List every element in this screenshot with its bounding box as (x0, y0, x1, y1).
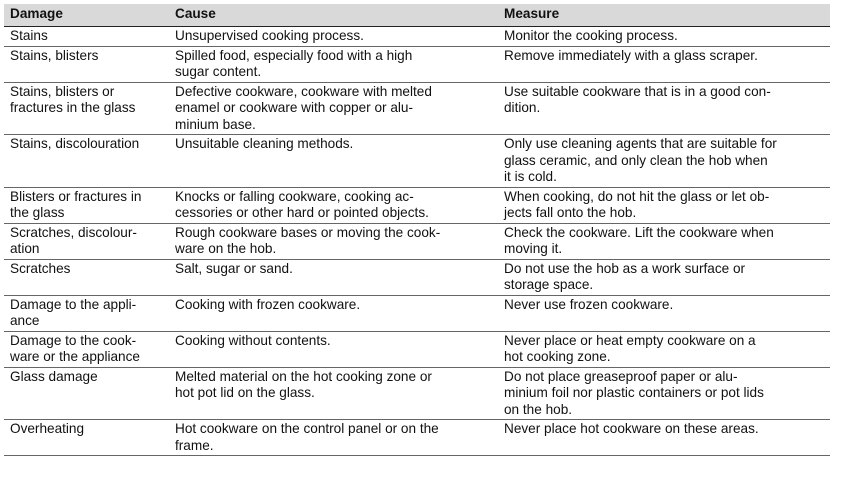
table-row (4, 295, 830, 331)
measure-cell: Do not use the hob as a work surface or storage space. (498, 259, 830, 295)
cause-cell: Cooking with frozen cookware. (169, 295, 498, 331)
measure-cell: Monitor the cooking process. (498, 27, 830, 47)
damage-cell: Damage to the cook- ware or the appliance (4, 331, 169, 367)
measure-cell: Never use frozen cookware. (498, 295, 830, 331)
measure-cell: Never place hot cookware on these areas. (498, 420, 830, 456)
table-row (4, 223, 830, 259)
table-row (4, 187, 830, 223)
damage-cell: Stains (4, 27, 169, 47)
cause-cell: Defective cookware, cookware with melted enamel or cookware with copper or alu- minium base. (169, 82, 498, 135)
header-cause: Cause (169, 4, 498, 27)
table-row (4, 46, 830, 82)
table-row (4, 259, 830, 295)
measure-cell: Never place or heat empty cookware on a hot cooking zone. (498, 331, 830, 367)
damage-cell: Stains, discolouration (4, 135, 169, 188)
damage-cell: Stains, blisters or fractures in the glass (4, 82, 169, 135)
damage-cell: Overheating (4, 420, 169, 456)
damage-cell: Scratches (4, 259, 169, 295)
measure-cell: When cooking, do not hit the glass or let ob- jects fall onto the hob. (498, 187, 830, 223)
cause-cell: Knocks or falling cookware, cooking ac- cessories or other hard or pointed objects. (169, 187, 498, 223)
measure-cell: Use suitable cookware that is in a good con- dition. (498, 82, 830, 135)
damage-cell: Damage to the appli- ance (4, 295, 169, 331)
table-header-row (4, 4, 830, 27)
damage-table (4, 4, 830, 456)
cause-cell: Salt, sugar or sand. (169, 259, 498, 295)
measure-cell: Only use cleaning agents that are suitable for glass ceramic, and only clean the hob when it is cold. (498, 135, 830, 188)
header-measure: Measure (498, 4, 830, 27)
header-damage: Damage (4, 4, 169, 27)
cause-cell: Hot cookware on the control panel or on the frame. (169, 420, 498, 456)
table-row (4, 82, 830, 135)
measure-cell: Remove immediately with a glass scraper. (498, 46, 830, 82)
damage-cell: Blisters or fractures in the glass (4, 187, 169, 223)
table-row (4, 331, 830, 367)
damage-cell: Glass damage (4, 367, 169, 420)
table-row (4, 367, 830, 420)
cause-cell: Spilled food, especially food with a high sugar content. (169, 46, 498, 82)
cause-cell: Melted material on the hot cooking zone or hot pot lid on the glass. (169, 367, 498, 420)
table-row (4, 135, 830, 188)
measure-cell: Do not place greaseproof paper or alu- minium foil nor plastic containers or pot lids on the hob. (498, 367, 830, 420)
table-row (4, 27, 830, 47)
cause-cell: Cooking without contents. (169, 331, 498, 367)
damage-cell: Scratches, discolour- ation (4, 223, 169, 259)
cause-cell: Rough cookware bases or moving the cook- ware on the hob. (169, 223, 498, 259)
damage-cell: Stains, blisters (4, 46, 169, 82)
cause-cell: Unsupervised cooking process. (169, 27, 498, 47)
cause-cell: Unsuitable cleaning methods. (169, 135, 498, 188)
table-row (4, 420, 830, 456)
measure-cell: Check the cookware. Lift the cookware when moving it. (498, 223, 830, 259)
